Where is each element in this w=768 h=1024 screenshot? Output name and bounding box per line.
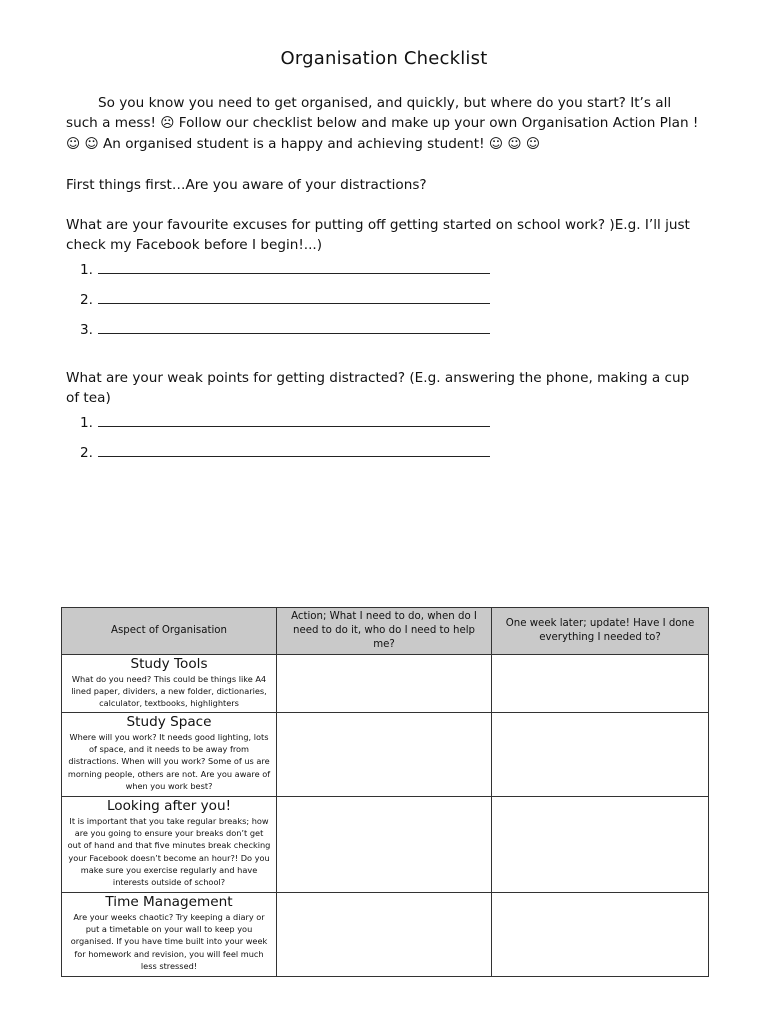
aspect-title: Study Tools [130, 656, 208, 672]
list-number: 1. [80, 415, 93, 431]
weak-point-answer-line[interactable] [80, 440, 490, 462]
distractions-heading: First things first…Are you aware of your distractions? [66, 177, 427, 193]
list-number: 2. [80, 292, 93, 308]
aspect-description: Are your weeks chaotic? Try keeping a diary or put a timetable on your wall to keep you organised. If you have time built into your week for homework and revision, you will feel much less stressed! [70, 912, 268, 971]
action-cell[interactable] [277, 655, 492, 713]
update-cell[interactable] [492, 655, 709, 713]
weak-points-question: What are your weak points for getting distracted? (E.g. answering the phone, making a cup of tea) [66, 370, 690, 407]
excuse-answer-line[interactable] [80, 287, 490, 309]
table-row [62, 655, 709, 713]
excuse-answer-line[interactable] [80, 257, 490, 279]
answer-blank[interactable] [98, 257, 490, 274]
aspect-description: It is important that you take regular breaks; how are you going to ensure your breaks don’t get out of hand and that five minutes break checking your Facebook doesn’t become an hour?! Do you make sure you exercise regularly and have interests outside of school? [67, 816, 271, 888]
aspect-description: Where will you work? It needs good lighting, lots of space, and it needs to be away from distractions. When will you work? Some of us are morning people, others are not. Are you aware of when you work best? [67, 732, 271, 791]
table-row [62, 713, 709, 797]
aspect-description: What do you need? This could be things like A4 lined paper, dividers, a new folder, dictionaries, calculator, textbooks, highlighters [71, 674, 267, 709]
answer-blank[interactable] [98, 317, 490, 334]
aspect-cell [62, 893, 277, 977]
answer-blank[interactable] [98, 287, 490, 304]
organisation-table [61, 607, 709, 977]
intro-paragraph: So you know you need to get organised, and quickly, but where do you start? It’s all such a mess! ☹ Follow our checklist below and make up your own Organisation Action Plan ! ☺ ☺ An organised student is a happy and achieving student! ☺ ☺ ☺ [66, 95, 699, 152]
excuse-answer-line[interactable] [80, 317, 490, 339]
aspect-title: Time Management [105, 894, 233, 910]
column-header-update: One week later; update! Have I done everything I needed to? [492, 608, 709, 655]
table-row [62, 797, 709, 893]
list-number: 3. [80, 322, 93, 338]
aspect-cell [62, 655, 277, 713]
weak-point-answer-line[interactable] [80, 410, 490, 432]
action-cell[interactable] [277, 893, 492, 977]
table-row [62, 893, 709, 977]
action-cell[interactable] [277, 797, 492, 893]
table-header-row [62, 608, 709, 655]
excuses-question: What are your favourite excuses for putting off getting started on school work? )E.g. I’ll just check my Facebook before I begin!...) [66, 217, 690, 254]
answer-blank[interactable] [98, 410, 490, 427]
list-number: 1. [80, 262, 93, 278]
update-cell[interactable] [492, 893, 709, 977]
page-title: Organisation Checklist [280, 48, 488, 69]
aspect-cell [62, 797, 277, 893]
column-header-aspect: Aspect of Organisation [62, 608, 277, 655]
column-header-action: Action; What I need to do, when do I need to do it, who do I need to help me? [277, 608, 492, 655]
update-cell[interactable] [492, 713, 709, 797]
action-cell[interactable] [277, 713, 492, 797]
aspect-title: Looking after you! [106, 798, 232, 814]
aspect-title: Study Space [126, 714, 212, 730]
update-cell[interactable] [492, 797, 709, 893]
list-number: 2. [80, 445, 93, 461]
aspect-cell [62, 713, 277, 797]
answer-blank[interactable] [98, 440, 490, 457]
